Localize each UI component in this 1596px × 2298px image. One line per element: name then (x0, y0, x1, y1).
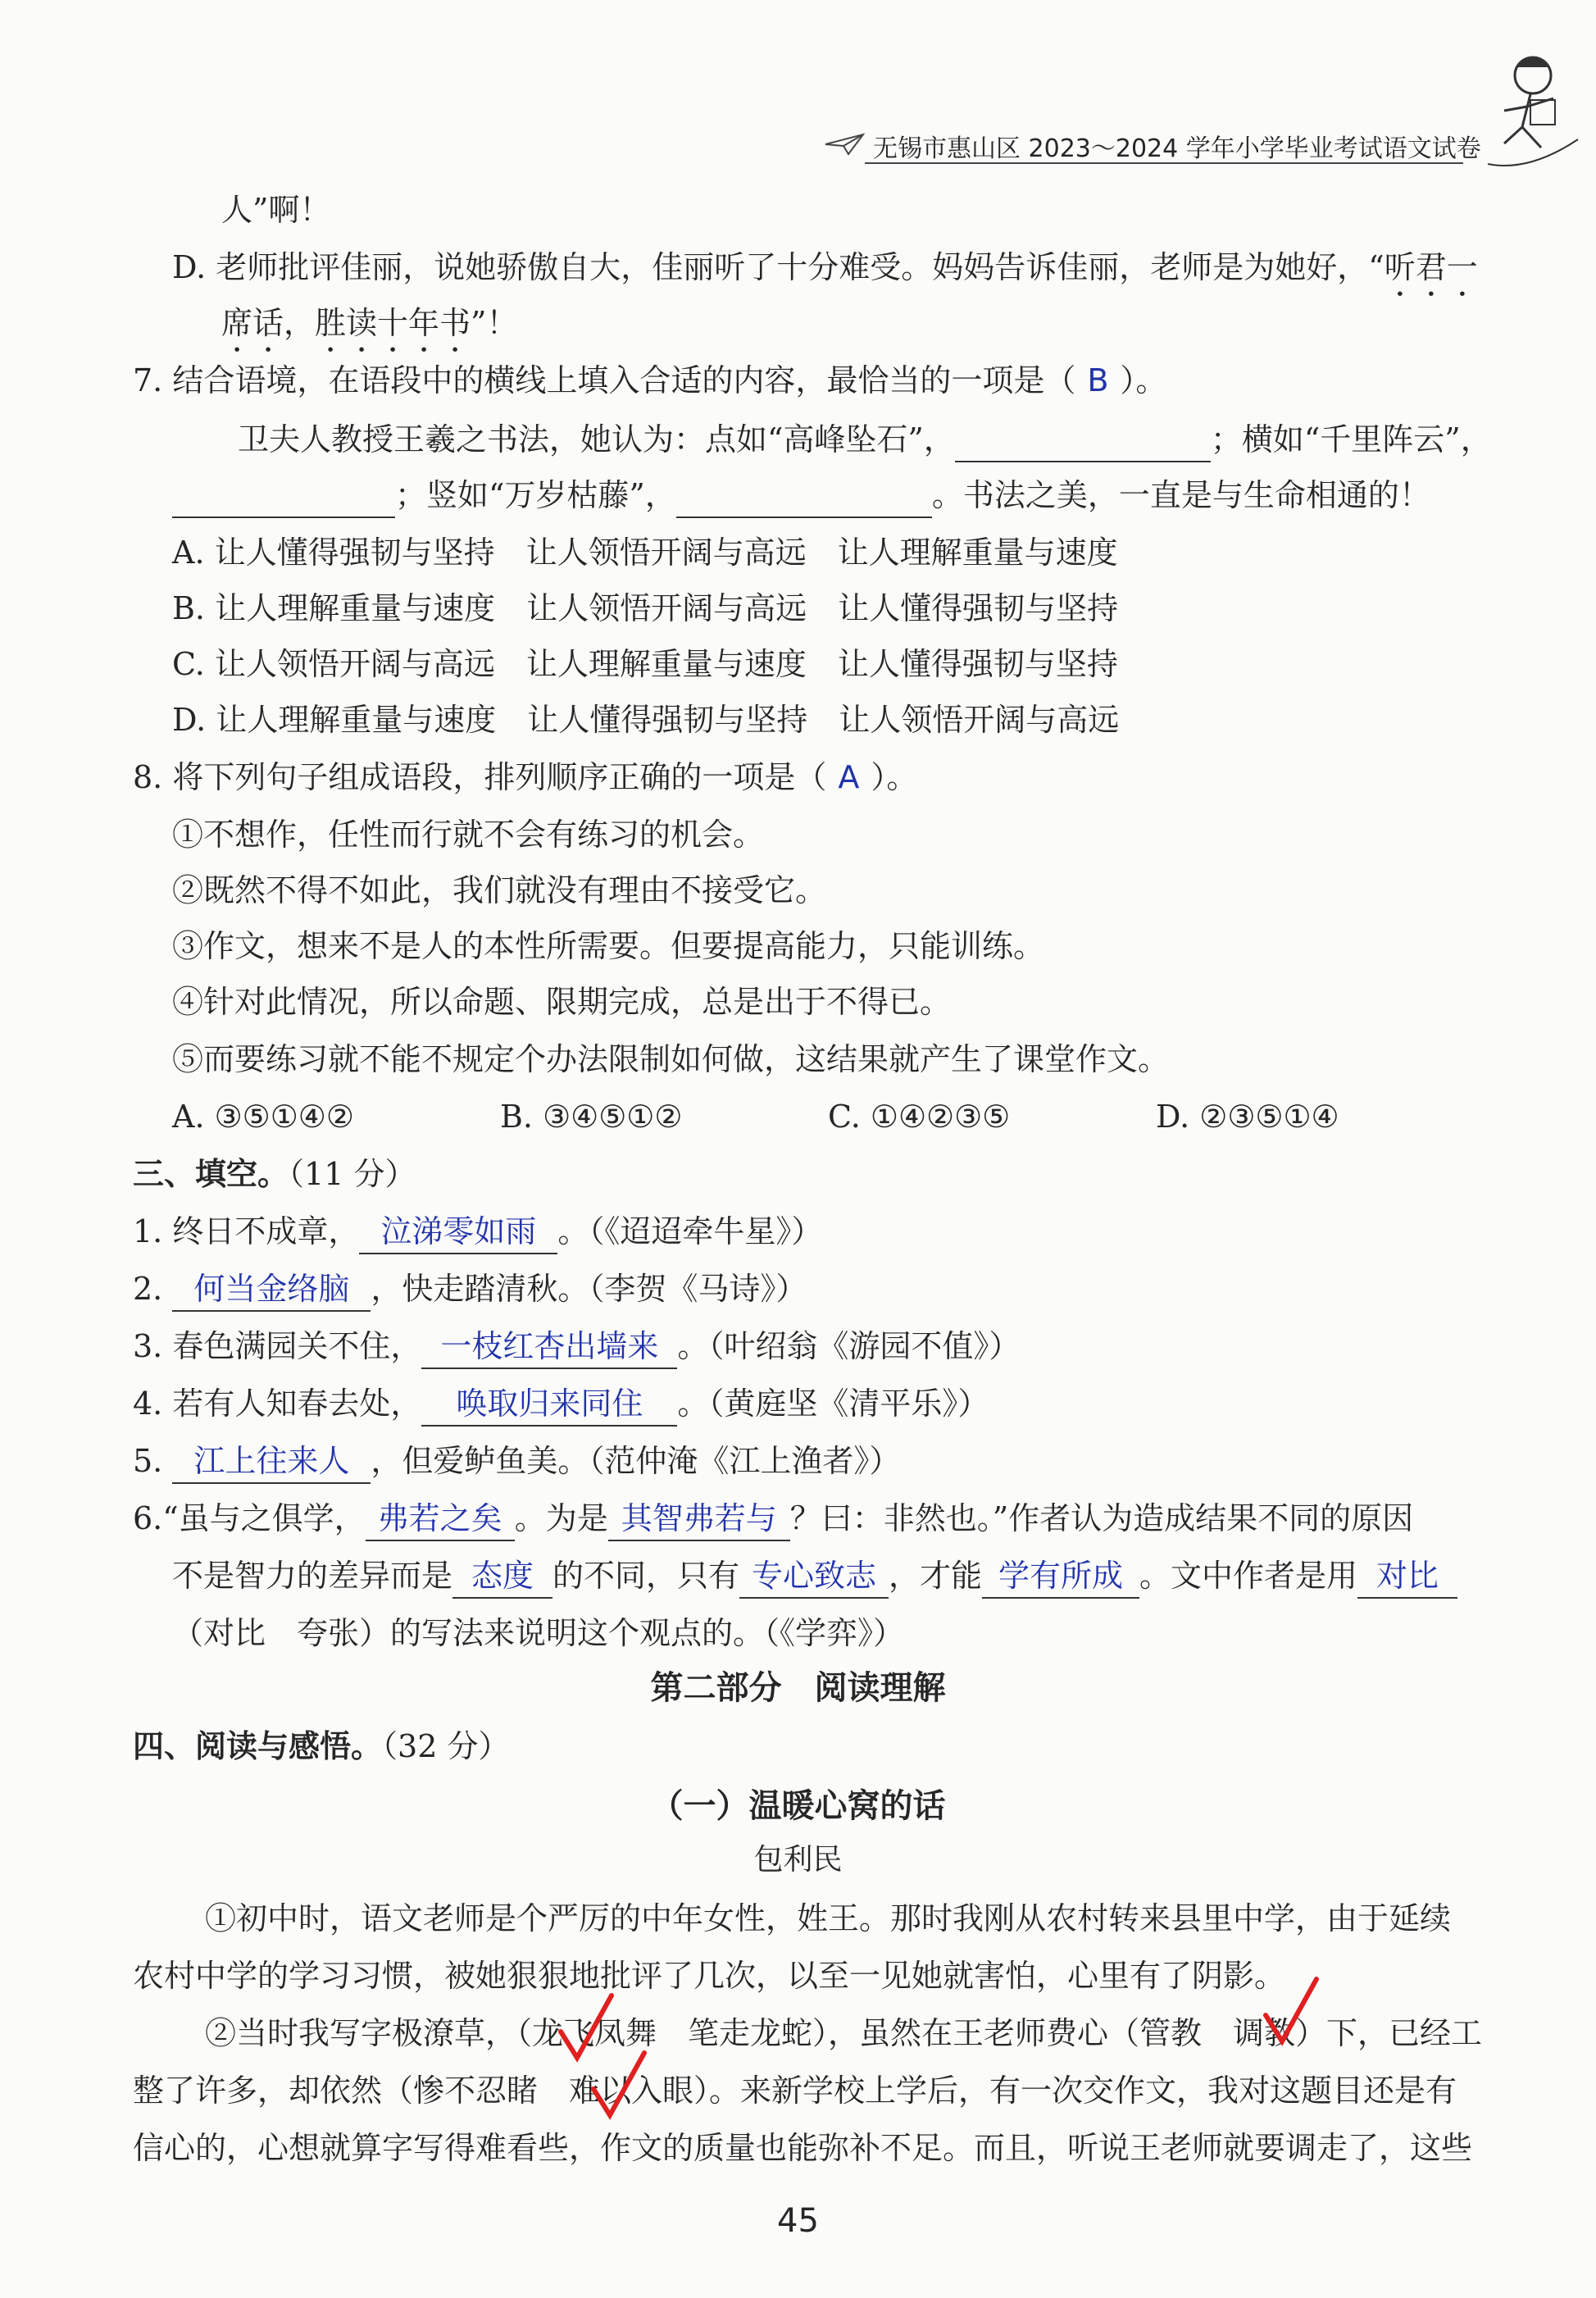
section-3-score: （11 分） (289, 1156, 416, 1192)
fill-item-4 (133, 1382, 989, 1427)
page-number: 45 (777, 2202, 819, 2240)
fill-item-2-pre: 2. (133, 1271, 173, 1307)
checkmark-icon (590, 2050, 648, 2123)
q7-passage-text3: ；竖如“万岁枯藤”， (395, 477, 676, 513)
fill-item-6-answer-3[interactable]: 态度 (452, 1554, 552, 1599)
q8-stem-text: 8. 将下列句子组成语段，排列顺序正确的一项是（ (133, 759, 827, 795)
fill-item-6-text2: 。为是 (514, 1500, 608, 1536)
q7-stem (133, 359, 1166, 402)
fill-item-6-line1 (133, 1497, 1413, 1541)
fill-item-5-answer[interactable]: 江上往来人 (172, 1440, 371, 1484)
q6-option-d (172, 246, 1478, 303)
fill-item-2-post: ，快走踏清秋。（李贺《马诗》） (371, 1271, 807, 1307)
q8-option-c[interactable]: C. ①④②③⑤ (828, 1099, 1011, 1135)
section-4-title: 四、阅读与感悟。 (133, 1728, 383, 1764)
q7-passage-text4: 。书法之美，一直是与生命相通的！ (931, 477, 1430, 513)
fill-item-1-answer[interactable]: 泣涕零如雨 (359, 1210, 557, 1254)
q6-option-d-end: ”！ (471, 305, 518, 341)
fill-item-6-text3: ？曰：非然也。”作者认为造成结果不同的原因 (789, 1500, 1414, 1536)
q8-stem-end: ）。 (871, 759, 918, 795)
fill-item-1 (133, 1210, 822, 1254)
article-title: （一）温暖心窝的话 (650, 1787, 946, 1825)
q8-answer[interactable]: A (838, 759, 860, 795)
fill-item-6-text7: 。文中作者是用 (1139, 1558, 1358, 1594)
q8-stem (133, 756, 917, 799)
fill-item-1-pre: 1. 终日不成章， (133, 1213, 360, 1249)
q6-option-d-dotted: 听君一 (1384, 249, 1478, 285)
running-boy-icon (1471, 49, 1586, 172)
q7-blank-2[interactable] (172, 474, 395, 518)
q8-option-d[interactable]: D. ②③⑤①④ (1156, 1099, 1339, 1135)
q7-option-a[interactable]: A. 让人懂得强韧与坚持 让人领悟开阔与高远 让人理解重量与速度 (172, 535, 1118, 571)
fill-item-6-answer-5[interactable]: 学有所成 (982, 1554, 1139, 1599)
fill-item-6-answer-4[interactable]: 专心致志 (739, 1554, 889, 1599)
fill-item-4-pre: 4. 若有人知春去处， (133, 1386, 422, 1422)
article-line-5: 信心的，心想就算字写得难看些，作文的质量也能弥补不足。而且，听说王老师就要调走了，这些 (133, 2130, 1473, 2166)
section-4-heading (133, 1725, 509, 1768)
section-3-title: 三、填空。 (133, 1156, 289, 1192)
article-line-1: ①初中时，语文老师是个严厉的中年女性，姓王。那时我刚从农村转来县里中学，由于延续 (205, 1900, 1452, 1936)
article-line-4: 整了许多，却依然（惨不忍睹 难以入眼）。来新学校上学后，有一次交作文，我对这题目还是有 (133, 2073, 1457, 2109)
fill-item-6-text6: ，才能 (889, 1558, 983, 1594)
fill-item-5-pre: 5. (133, 1443, 173, 1479)
q7-option-c[interactable]: C. 让人领悟开阔与高远 让人理解重量与速度 让人懂得强韧与坚持 (172, 646, 1118, 682)
checkmark-icon (1262, 1976, 1320, 2050)
fill-item-6-text5: 的不同，只有 (552, 1558, 740, 1594)
fill-item-4-post: 。（黄庭坚《清平乐》） (677, 1386, 989, 1422)
fill-item-6-answer-1[interactable]: 弗若之矣 (366, 1497, 515, 1541)
q7-option-b[interactable]: B. 让人理解重量与速度 让人领悟开阔与高远 让人懂得强韧与坚持 (172, 590, 1119, 626)
q7-passage-text2: ；横如“千里阵云”， (1210, 421, 1492, 457)
part-2-title: 第二部分 阅读理解 (650, 1669, 946, 1707)
q7-passage-line2 (172, 474, 1430, 518)
q8-option-a[interactable]: A. ③⑤①④② (172, 1099, 354, 1135)
fill-item-3-post: 。（叶绍翁《游园不值》） (677, 1328, 1021, 1364)
fill-item-1-post: 。（《迢迢牵牛星》） (557, 1213, 823, 1249)
q8-sentence-5: ⑤而要练习就不能不规定个办法限制如何做，这结果就产生了课堂作文。 (172, 1041, 1170, 1077)
q6-option-d-label: D. (172, 249, 207, 285)
article-author: 包利民 (753, 1843, 843, 1877)
q6-option-d-text: 老师批评佳丽，说她骄傲自大，佳丽听了十分难受。妈妈告诉佳丽，老师是为她好，“ (216, 249, 1385, 285)
fill-item-5 (133, 1440, 900, 1484)
q7-option-d[interactable]: D. 让人理解重量与速度 让人懂得强韧与坚持 让人领悟开阔与高远 (172, 702, 1120, 738)
q7-passage-text1: 卫夫人教授王羲之书法，她认为：点如“高峰坠石”， (238, 421, 955, 457)
q7-stem-text: 7. 结合语境，在语段中的横线上填入合适的内容，最恰当的一项是（ (133, 362, 1076, 398)
article-line-2: 农村中学的学习习惯，被她狠狠地批评了几次，以至一见她就害怕，心里有了阴影。 (133, 1958, 1286, 1994)
q7-blank-3[interactable] (676, 474, 932, 518)
q8-sentence-2: ②既然不得不如此，我们就没有理由不接受它。 (172, 872, 827, 908)
fill-item-6-answer-6[interactable]: 对比 (1357, 1554, 1457, 1599)
fill-item-3 (133, 1325, 1020, 1369)
q7-answer[interactable]: B (1087, 362, 1109, 398)
q6-option-d-dotted2: 席话，胜读十年书 (221, 305, 471, 341)
fill-item-4-answer[interactable]: 唤取归来同住 (421, 1382, 677, 1427)
article-line-3: ②当时我写字极潦草，（龙飞凤舞 笔走龙蛇），虽然在王老师费心（管教 调教）下，已经工 (205, 2015, 1483, 2051)
section-4-score: （32 分） (382, 1728, 510, 1764)
fill-item-3-pre: 3. 春色满园关不住， (133, 1328, 422, 1364)
prev-item-continuation: 人”啊！ (221, 192, 331, 228)
section-3-heading (133, 1153, 416, 1195)
q8-sentence-1: ①不想作，任性而行就不会有练习的机会。 (172, 817, 765, 853)
fill-item-2 (133, 1267, 807, 1312)
fill-item-6-text1: 6.“虽与之俱学， (133, 1500, 366, 1536)
q6-option-d-line2 (221, 302, 517, 359)
q7-blank-1[interactable] (955, 418, 1211, 462)
fill-item-3-answer[interactable]: 一枝红杏出墙来 (421, 1325, 677, 1369)
fill-item-6-text4: 不是智力的差异而是 (172, 1558, 453, 1594)
header-title: 无锡市惠山区 2023～2024 学年小学毕业考试语文试卷 (873, 134, 1481, 163)
fill-item-6-line2 (172, 1554, 1457, 1599)
header-rule (865, 162, 1463, 164)
fill-item-5-post: ，但爱鲈鱼美。（范仲淹《江上渔者》） (371, 1443, 901, 1479)
fill-item-6-line3: （对比 夸张）的写法来说明这个观点的。（《学弈》） (172, 1615, 905, 1651)
q8-option-b[interactable]: B. ③④⑤①② (500, 1099, 683, 1135)
q7-stem-end: ）。 (1120, 362, 1167, 398)
q8-sentence-4: ④针对此情况，所以命题、限期完成，总是出于不得已。 (172, 984, 952, 1020)
paper-plane-icon (824, 133, 865, 156)
q7-passage-line1 (238, 418, 1492, 462)
fill-item-2-answer[interactable]: 何当金络脑 (172, 1267, 371, 1312)
fill-item-6-answer-2[interactable]: 其智弗若与 (608, 1497, 790, 1541)
q8-sentence-3: ③作文，想来不是人的本性所需要。但要提高能力，只能训练。 (172, 928, 1045, 964)
